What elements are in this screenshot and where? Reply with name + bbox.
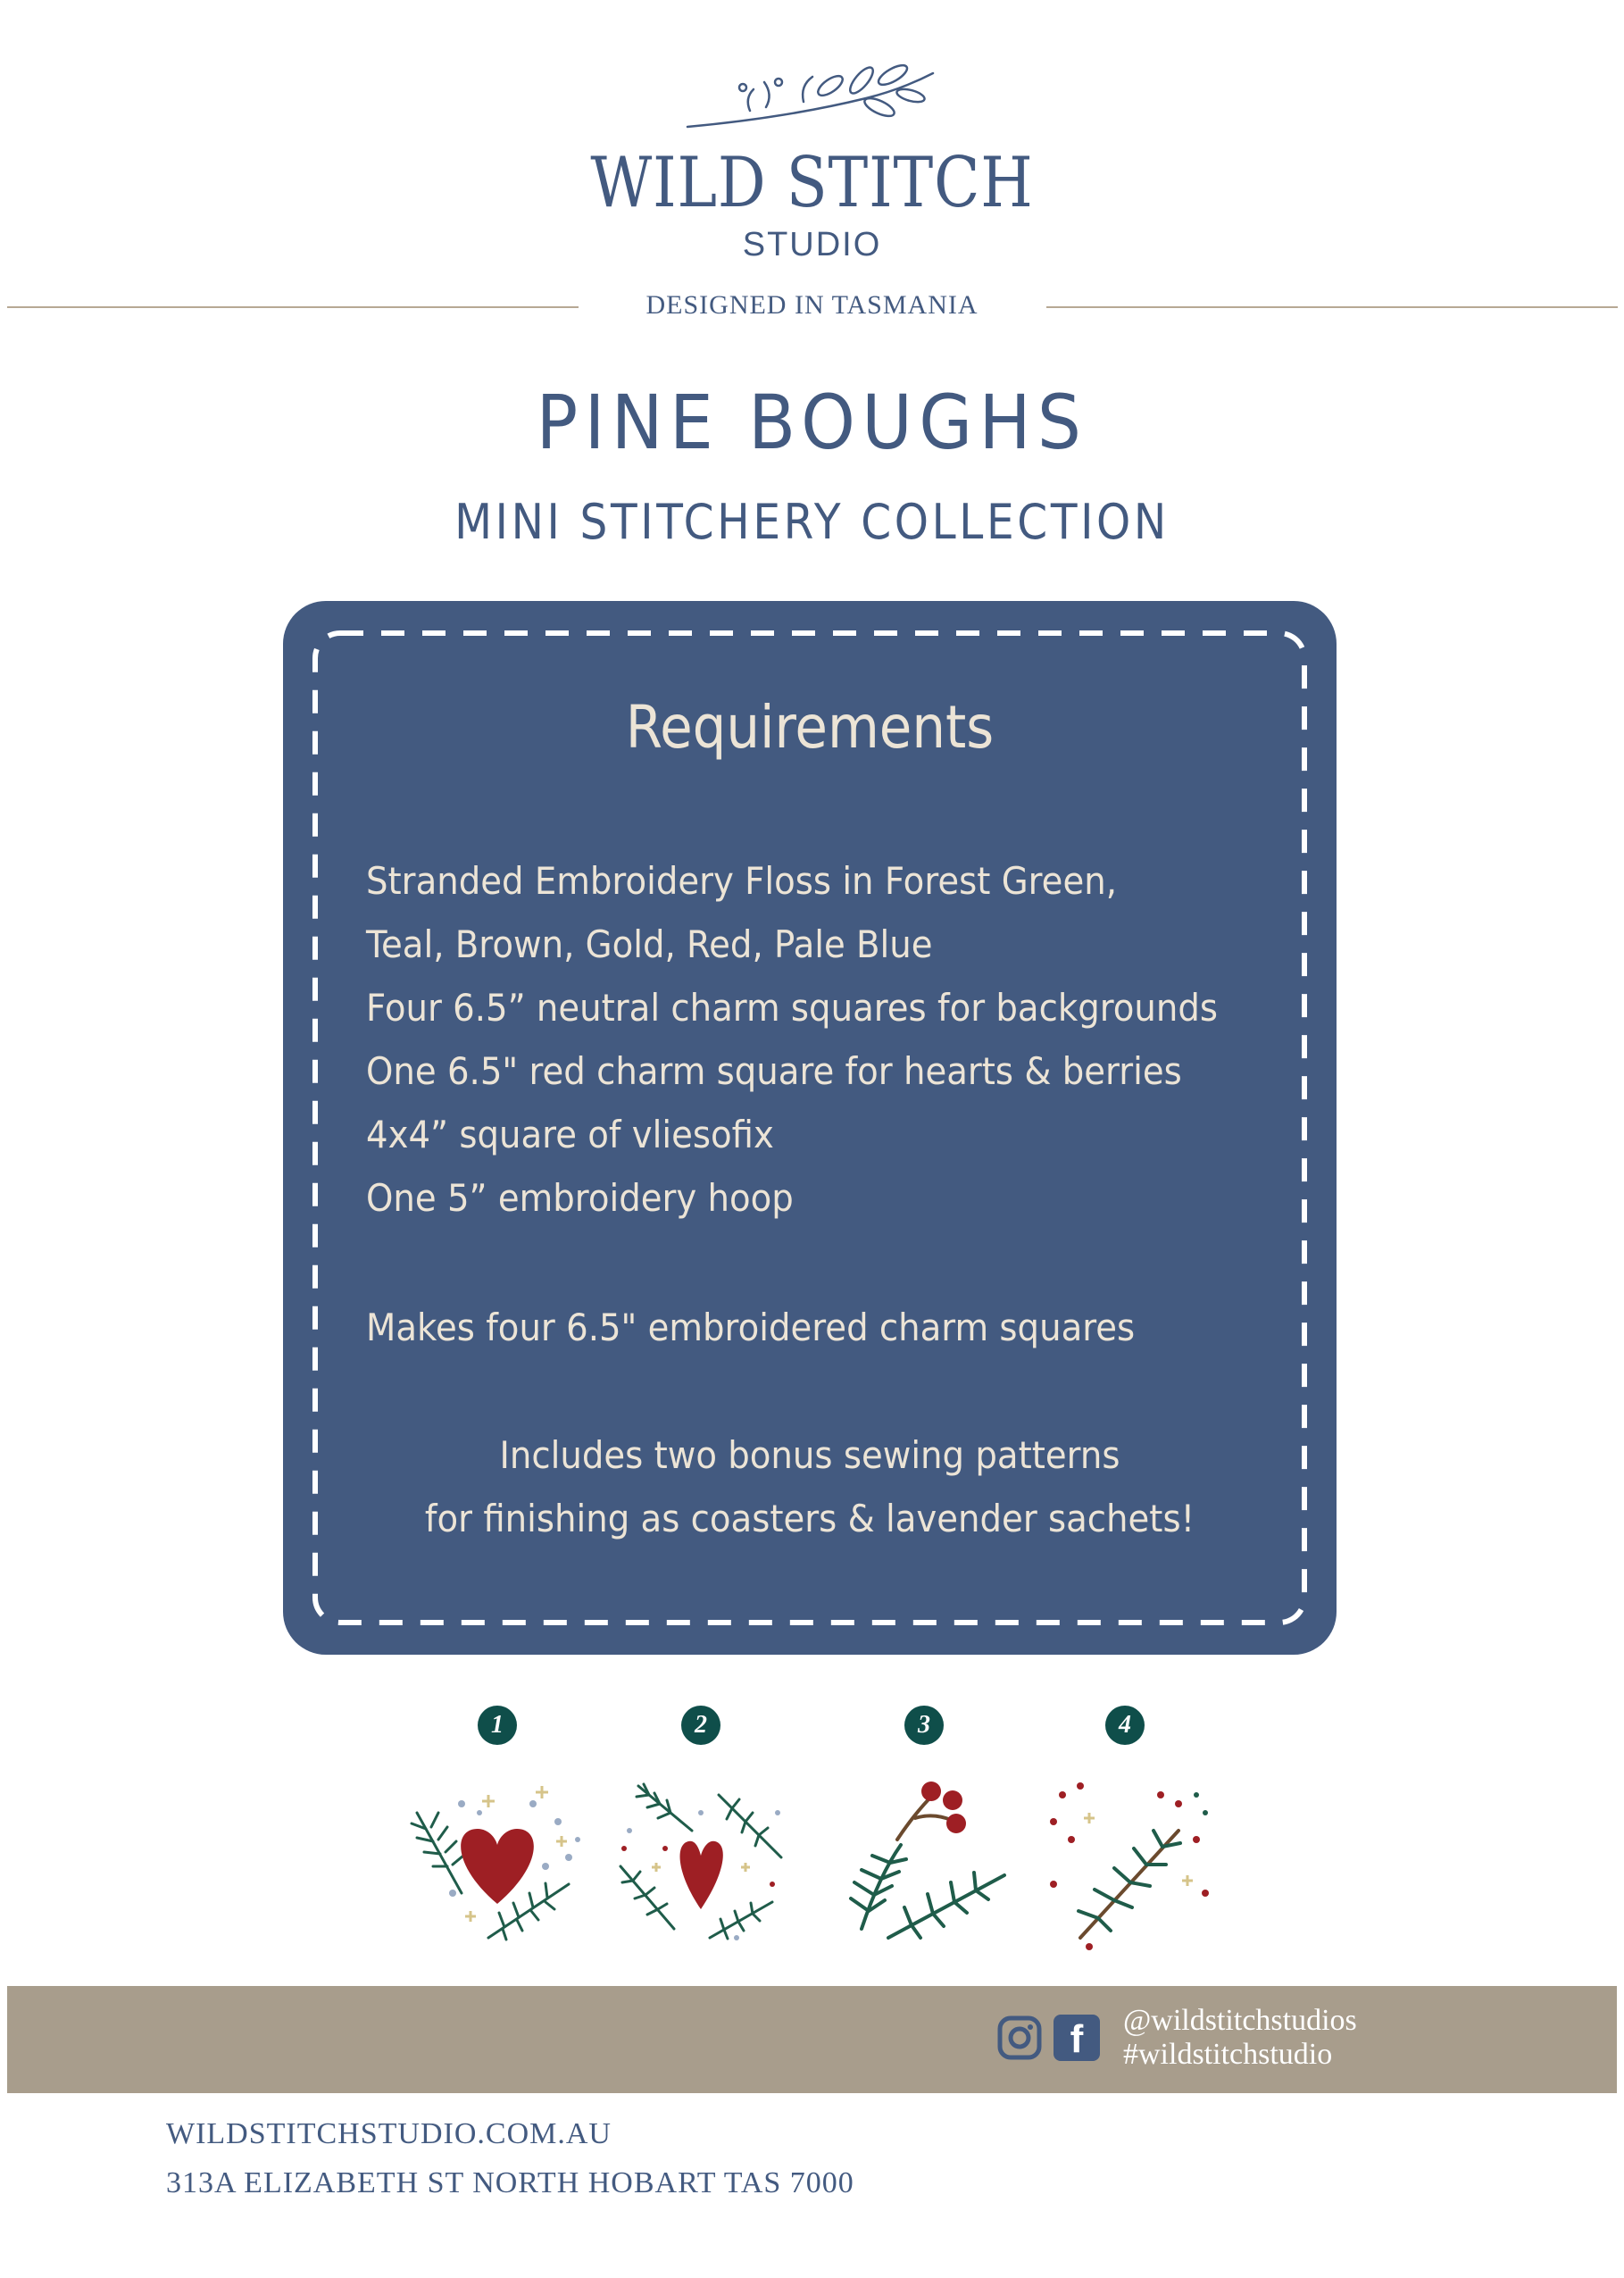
design-4 bbox=[1027, 1697, 1223, 1956]
heart-wreath-icon bbox=[603, 1759, 799, 1956]
design-3 bbox=[826, 1697, 1022, 1956]
brand-subtitle: STUDIO bbox=[742, 226, 882, 263]
bonus-note-line-1: Includes two bonus sewing patterns bbox=[499, 1433, 1120, 1477]
heart-pine-icon bbox=[399, 1759, 595, 1956]
design-number-badge: 3 bbox=[904, 1706, 944, 1745]
design-number-badge: 2 bbox=[681, 1706, 720, 1745]
brand-name: WILD STITCH bbox=[590, 143, 1034, 223]
instagram-icon[interactable] bbox=[996, 2015, 1043, 2061]
page-title: PINE BOUGHS bbox=[536, 379, 1088, 466]
design-1 bbox=[399, 1697, 595, 1956]
design-2 bbox=[603, 1697, 799, 1956]
tagline: DESIGNED IN TASMANIA bbox=[645, 290, 979, 320]
social-band bbox=[7, 1986, 1617, 2093]
requirement-item: Stranded Embroidery Floss in Forest Green, bbox=[366, 859, 1117, 903]
requirements-card bbox=[283, 601, 1337, 1655]
design-number-badge: 1 bbox=[478, 1706, 517, 1745]
pine-berries-icon bbox=[826, 1759, 1022, 1956]
requirement-item: One 6.5" red charm square for hearts & berries bbox=[366, 1049, 1182, 1093]
page-subtitle: MINI STITCHERY COLLECTION bbox=[454, 494, 1170, 550]
facebook-icon[interactable]: f bbox=[1054, 2015, 1100, 2061]
requirement-item: 4x4” square of vliesofix bbox=[366, 1113, 774, 1156]
requirements-heading: Requirements bbox=[625, 693, 995, 762]
requirements-list bbox=[366, 849, 1295, 1230]
logo-sprig-icon bbox=[679, 55, 946, 136]
pine-sprig-icon bbox=[1027, 1759, 1223, 1956]
hashtag: #wildstitchstudio bbox=[1123, 2038, 1333, 2071]
instagram-handle[interactable]: @wildstitchstudios bbox=[1123, 2004, 1357, 2037]
makes-note: Makes four 6.5" embroidered charm squares bbox=[366, 1306, 1136, 1349]
website-link[interactable]: WILDSTITCHSTUDIO.COM.AU bbox=[166, 2117, 612, 2150]
bonus-note-line-2: for finishing as coasters & lavender sachets! bbox=[424, 1497, 1195, 1540]
requirement-item: Teal, Brown, Gold, Red, Pale Blue bbox=[366, 922, 933, 966]
requirement-item: One 5” embroidery hoop bbox=[366, 1176, 794, 1220]
design-number-badge: 4 bbox=[1105, 1706, 1145, 1745]
requirement-item: Four 6.5” neutral charm squares for backgrounds bbox=[366, 986, 1219, 1030]
studio-address: 313A ELIZABETH ST NORTH HOBART TAS 7000 bbox=[166, 2166, 854, 2199]
